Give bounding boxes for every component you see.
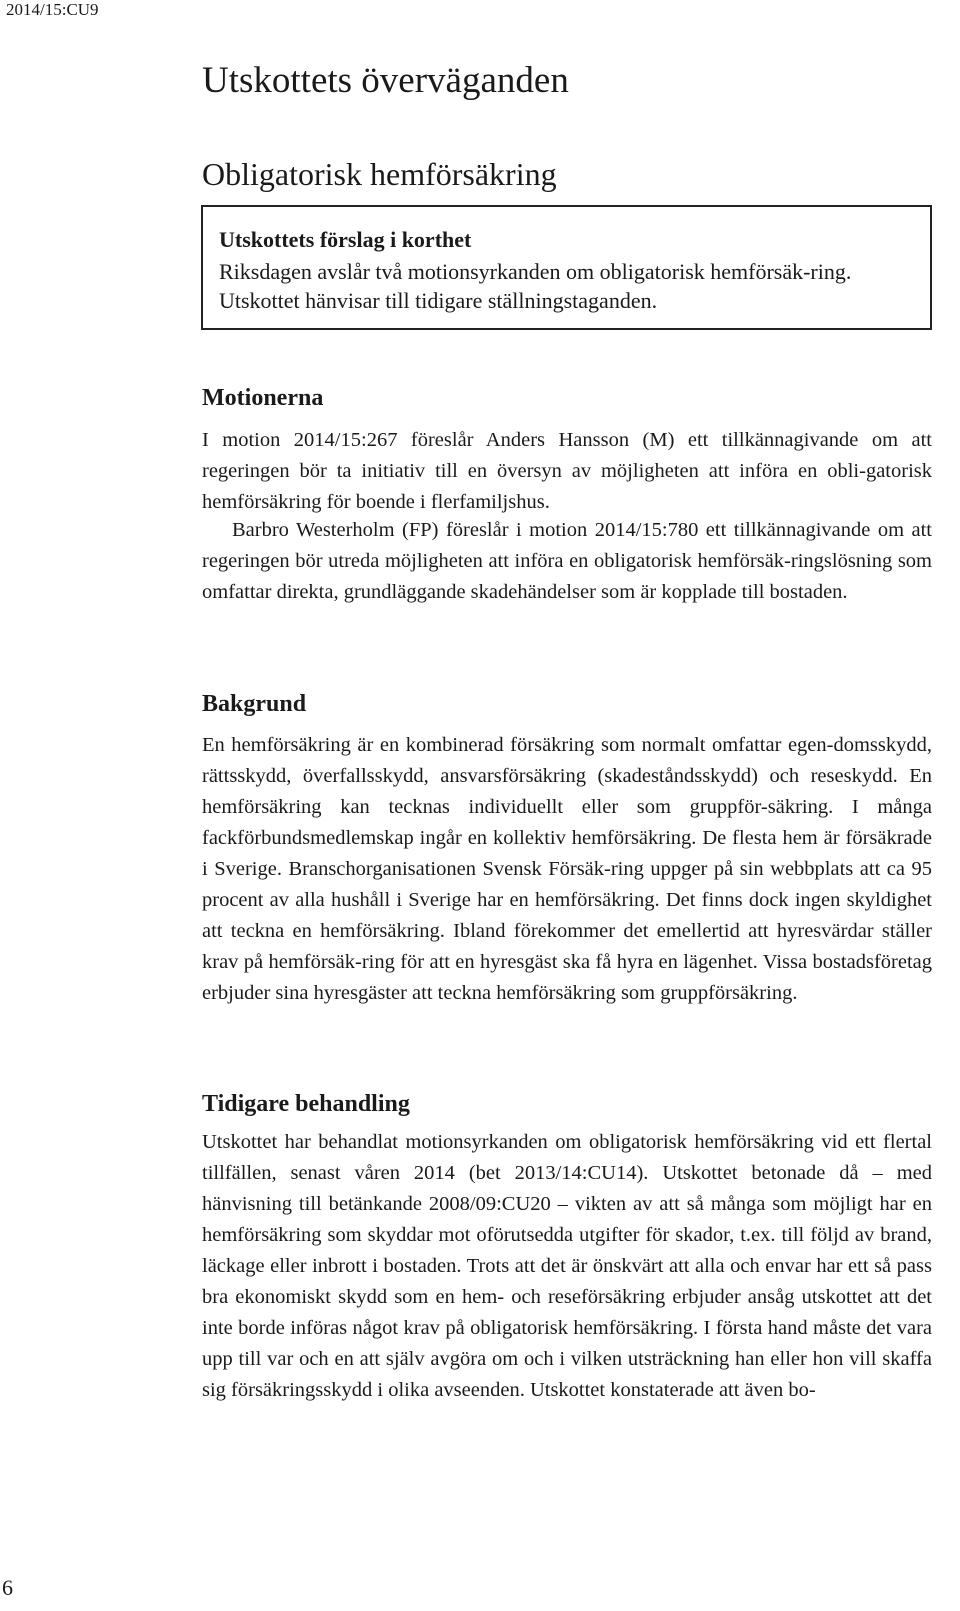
tidigare-behandling-heading: Tidigare behandling bbox=[202, 1091, 410, 1117]
page-title: Utskottets överväganden bbox=[202, 60, 569, 101]
summary-text: Riksdagen avslår två motionsyrkanden om obligatorisk hemförsäk-ring. Utskottet hänvisar till tidigare ställningstaganden. bbox=[219, 259, 852, 313]
bakgrund-heading: Bakgrund bbox=[202, 691, 307, 717]
bakgrund-paragraph: En hemförsäkring är en kombinerad försäkring som normalt omfattar egen-domsskydd, rättsskydd, överfallsskydd, ansvarsförsäkring (skadeståndsskydd) och reseskydd. En hemförsäkring kan tecknas individuellt eller som gruppför-säkring. I många fackförbundsmedlemskap ingår en kollektiv hemförsäkring. De flesta hem är försäkrade i Sverige. Branschorganisationen Svensk Försäk-ring uppger på sin webbplats att ca 95 procent av alla hushåll i Sverige har en hemförsäkring. Det finns dock ingen skyldighet att teckna en hemförsäkring. Ibland förekommer det emellertid att hyresvärdar ställer krav på hemförsäk-ring för att en hyresgäst ska få hyra en lägenhet. Vissa bostadsföretag erbjuder sina hyresgäster att teckna hemförsäkring som gruppförsäkring. bbox=[202, 734, 932, 1004]
summary-box bbox=[201, 205, 932, 330]
summary-heading: Utskottets förslag i korthet bbox=[219, 227, 472, 252]
section-title: Obligatorisk hemförsäkring bbox=[202, 156, 557, 192]
motionerna-paragraph-1: I motion 2014/15:267 föreslår Anders Hansson (M) ett tillkännagivande om att regeringen bör ta initiativ till en översyn av möjligheten att införa en obli-gatorisk hemförsäkring för boende i flerfamiljshus. bbox=[202, 429, 932, 513]
motionerna-heading: Motionerna bbox=[202, 385, 324, 411]
document-id: 2014/15:CU9 bbox=[6, 0, 99, 19]
motionerna-paragraph-2: Barbro Westerholm (FP) föreslår i motion 2014/15:780 ett tillkännagivande om att regeringen bör utreda möjligheten att införa en obligatorisk hemförsäk-ringslösning som omfattar direkta, grundläggande skadehändelser som är kopplade till bostaden. bbox=[202, 519, 932, 603]
page-number: 6 bbox=[2, 1575, 13, 1600]
tidigare-behandling-paragraph: Utskottet har behandlat motionsyrkanden om obligatorisk hemförsäkring vid ett flertal tillfällen, senast våren 2014 (bet 2013/14:CU14). Utskottet betonade då – med hänvisning till betänkande 2008/09:CU20 – vikten av att så många som möjligt har en hemförsäkring som skyddar mot oförutsedda utgifter för skador, t.ex. till följd av brand, läckage eller inbrott i bostaden. Trots att det är önskvärt att alla och envar har ett så pass bra ekonomiskt skydd som en hem- och reseförsäkring erbjuder ansåg utskottet att det inte borde införas något krav på obligatorisk hemförsäkring. I första hand måste det vara upp till var och en att själv avgöra om och i vilken utsträckning han eller hon vill skaffa sig försäkringsskydd i olika avseenden. Utskottet konstaterade att även bo- bbox=[202, 1131, 932, 1401]
